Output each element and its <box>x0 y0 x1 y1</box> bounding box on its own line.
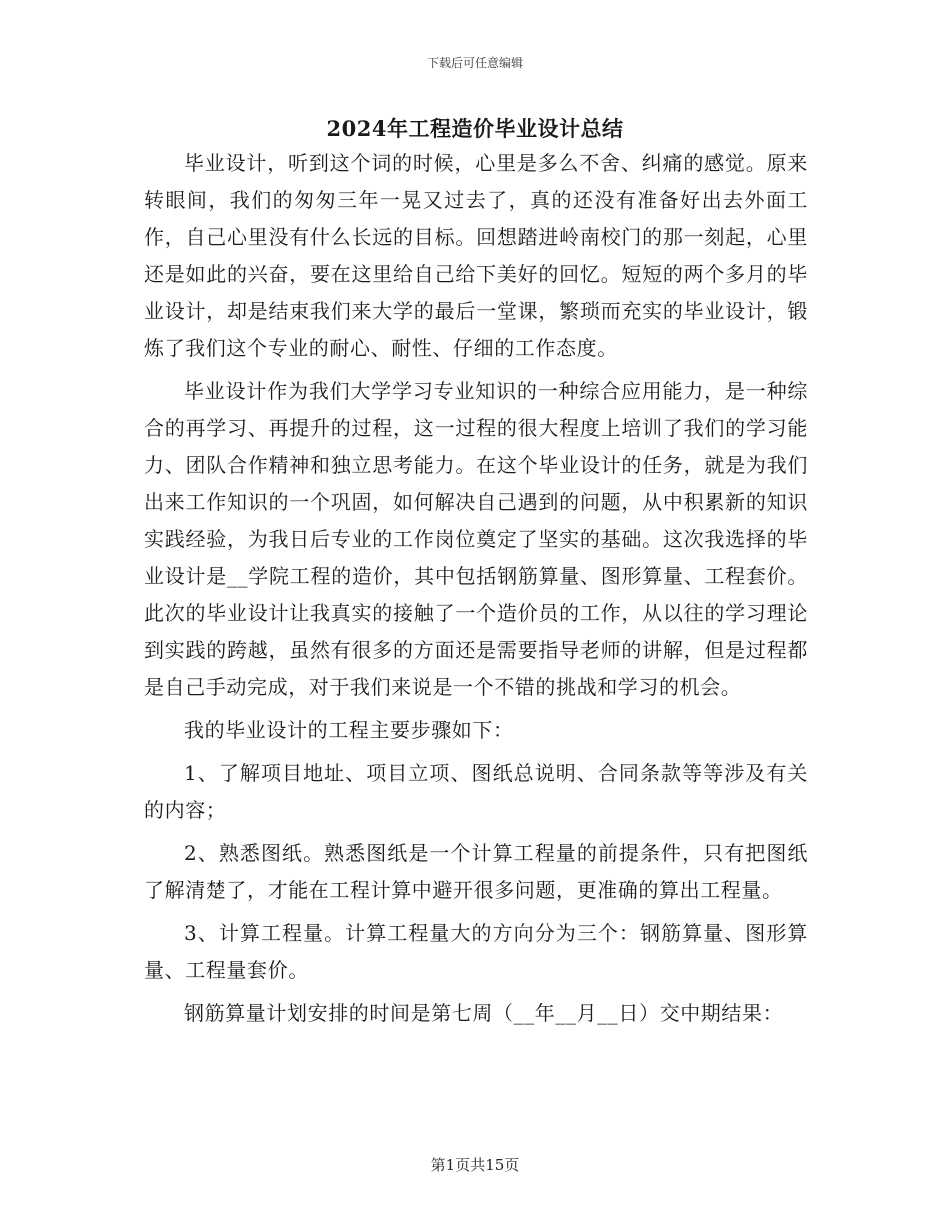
document-body <box>144 145 808 1038</box>
paragraph: 毕业设计，听到这个词的时候，心里是多么不舍、纠痛的感觉。原来转眼间，我们的匆匆三年一晃又过去了，真的还没有准备好出去外面工作，自己心里没有什么长远的目标。回想踏进岭南校门的那一刻起，心里还是如此的兴奋，要在这里给自己给下美好的回忆。短短的两个多月的毕业设计，却是结束我们来大学的最后一堂课，繁琐而充实的毕业设计，锻炼了我们这个专业的耐心、耐性、仔细的工作态度。 <box>144 151 808 360</box>
page-number: 第1页共15页 <box>430 1156 520 1174</box>
paragraph: 毕业设计作为我们大学学习专业知识的一种综合应用能力，是一种综合的再学习、再提升的过程，这一过程的很大程度上培训了我们的学习能力、团队合作精神和独立思考能力。在这个毕业设计的任务，就是为我们出来工作知识的一个巩固，如何解决自己遇到的问题，从中积累新的知识实践经验，为我日后专业的工作岗位奠定了坚实的基础。这次我选择的毕业设计是__学院工程的造价，其中包括钢筋算量、图形算量、工程套价。此次的毕业设计让我真实的接触了一个造价员的工作，从以往的学习理论到实践的跨越，虽然有很多的方面还是需要指导老师的讲解，但是过程都是自己手动完成，对于我们来说是一个不错的挑战和学习的机会。 <box>144 379 808 699</box>
header-note: 下载后可任意编辑 <box>426 56 523 70</box>
paragraph: 我的毕业设计的工程主要步骤如下： <box>184 718 514 742</box>
paragraph: 2、熟悉图纸。熟悉图纸是一个计算工程量的前提条件，只有把图纸了解清楚了，才能在工程计算中避开很多问题，更准确的算出工程量。 <box>144 841 808 902</box>
paragraph: 3、计算工程量。计算工程量大的方向分为三个：钢筋算量、图形算量、工程量套价。 <box>144 921 808 982</box>
paragraph: 钢筋算量计划安排的时间是第七周（__年__月__日）交中期结果： <box>184 1001 784 1025</box>
document-title: 2024年工程造价毕业设计总结 <box>326 116 624 141</box>
paragraph: 1、了解项目地址、项目立项、图纸总说明、合同条款等等涉及有关的内容； <box>144 761 808 822</box>
